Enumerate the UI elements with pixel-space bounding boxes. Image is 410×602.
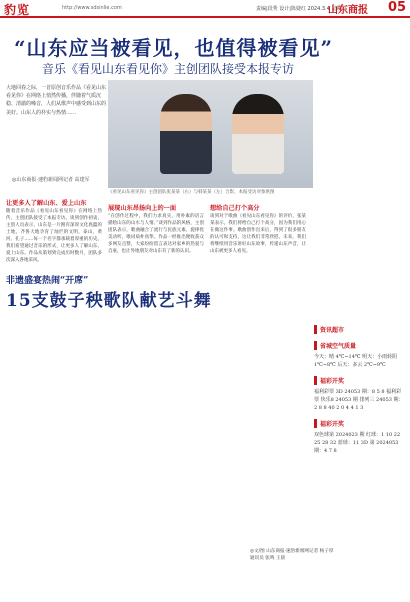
lead-paragraph: 大地回春之际，一首原创音乐作品《看见山东看见你》在网络上悄然传播，伴随着气质沉稳、清澈的嗓音，人们从歌声中感受到山东的美好。山东人的朴实与热情…… bbox=[6, 85, 107, 116]
paper-name: 山东商报 bbox=[328, 5, 368, 16]
article-col-3: 谈到对于歌曲《看见山东看见你》的评价，张某某表示，我们将给自己打个高分，因为我们用心在做这件事。歌曲创作出来后，得到了很多朋友的认可和支持，这让我们非常欣慰。未来，我们将继续用音乐讲好山东故事，传递山东声音，让山东被更多人看见。 bbox=[210, 214, 306, 254]
lead-photo bbox=[108, 80, 313, 188]
lead-subtitle: 音乐《看见山东看见你》主创团队接受本报专访 bbox=[42, 62, 295, 76]
person-photo-1 bbox=[160, 94, 212, 174]
brand-logo: 豹览 bbox=[4, 3, 31, 17]
info-sidebar bbox=[314, 318, 406, 455]
header-info: 责编|段秀 设计|陈婕红 2024.3.4 星期一 bbox=[256, 6, 347, 12]
photo-caption: 《看见山东看见你》主创团队张某某（右）与韩某某（左）合影，本报受访对象供图 bbox=[108, 190, 275, 195]
feature-kicker: 非遗盛宴热闹“开席” bbox=[6, 276, 89, 286]
sidebar-head: 资讯超市 bbox=[314, 325, 406, 334]
lead-title: “山东应当被看见，也值得被看见” bbox=[14, 36, 334, 60]
person-photo-2 bbox=[232, 94, 284, 174]
section-heading-2: 展现山东昂扬向上的一面 bbox=[108, 205, 177, 212]
article-col-2: “在创作过程中，我们力求真实，用朴素的语言描绘山东的山水与人情。”谈到作品的风格，主创团队表示，歌曲融合了流行与民族元素，旋律优美动听，歌词质朴真挚。作品一经推出便收获众多网友点赞，大家纷纷留言表达对家乡的热爱与自豪，也让外地朋友对山东有了新的认识。 bbox=[108, 214, 204, 254]
weather-text: 今天：晴 4℃~14℃ 明天：小雨转阴 1℃~8℃ 后天：多云 2℃~9℃ bbox=[314, 354, 398, 368]
lottery-text: 福利彩票 3D 24053 期：8 5 8 福利彩票 快乐8 24053 期 排列三 24053 期：2 8 8 40 2 0 4 4 1 3 bbox=[314, 389, 404, 411]
feature-caption: ◎文/图 山东商报·速豹新闻网记者 杨子厚 通讯员 张鸣 王晨 bbox=[250, 549, 334, 561]
lead-credit: ◎山东商报·速豹新闻网记者 高建军 bbox=[12, 177, 90, 183]
sports-heading: 福彩开奖 bbox=[314, 419, 406, 428]
section-heading-3: 想给自己打个高分 bbox=[210, 205, 260, 212]
weather-heading: 省城空气质量 bbox=[314, 341, 406, 350]
lottery-heading: 福彩开奖 bbox=[314, 376, 406, 385]
section-heading-1: 让更多人了解山东、爱上山东 bbox=[6, 200, 87, 207]
masthead bbox=[0, 0, 410, 18]
article-col-1: 随着音乐作品《看见山东看见你》在网络上热传，主创团队接受了本报专访。谈到创作初衷，主创人员表示，山东是一片拥有深厚文化底蕴的土地，齐鲁大地孕育了灿烂的文明，泰山、黄河、孔子……每一个名字都承载着厚重的历史。我们希望通过音乐的形式，让更多人了解山东、爱上山东。作品从策划到完成历时数月，团队多次深入各地采风。 bbox=[6, 209, 102, 263]
site-url[interactable]: http://www.sdsinlie.com bbox=[62, 5, 122, 11]
sports-text: 双色球第 2024023 期 红球：1 10 22 25 28 32 蓝球：11 3D 第 2024053 期：4 7 8 bbox=[314, 432, 401, 454]
feature-title: 15支鼓子秧歌队献艺斗舞 bbox=[6, 291, 212, 311]
page-number: 05 bbox=[388, 0, 407, 15]
